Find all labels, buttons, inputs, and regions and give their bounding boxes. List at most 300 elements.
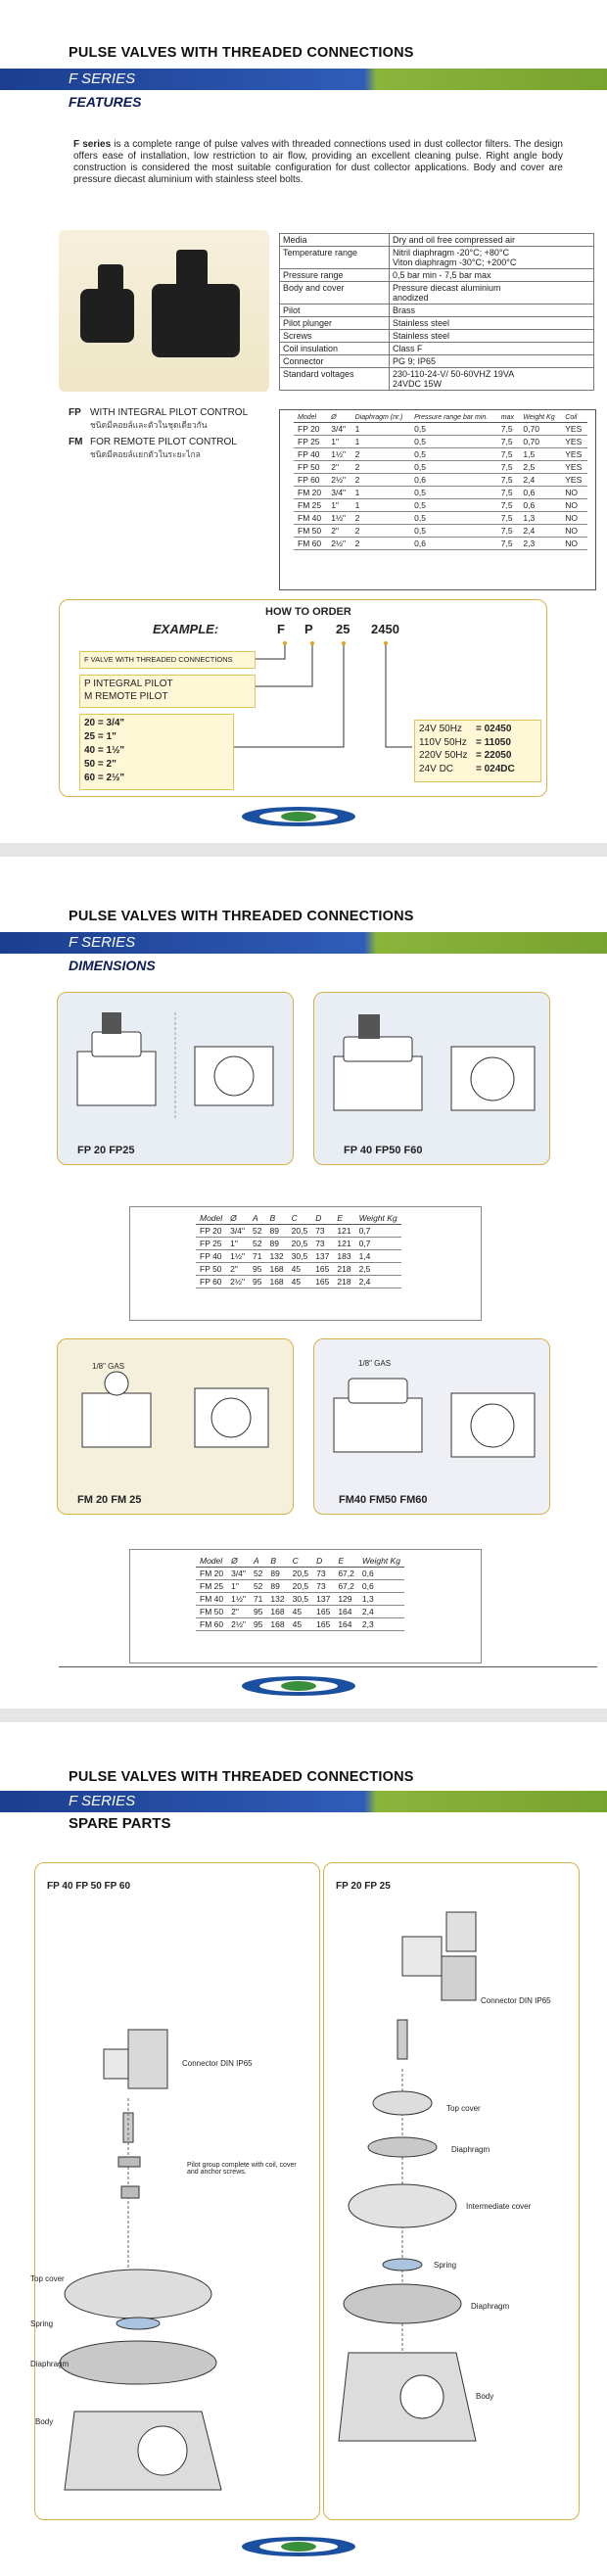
models-row xyxy=(294,499,587,512)
models-cell: YES xyxy=(561,436,587,448)
voltage-value: 220V 50Hz xyxy=(419,750,468,761)
dims-cell: 30,5 xyxy=(288,1250,312,1263)
dims-cell: 2½" xyxy=(227,1618,250,1631)
left-panel-title: FP 40 FP 50 FP 60 xyxy=(47,1881,131,1892)
dims-cell: 2" xyxy=(226,1263,249,1276)
example-part: P xyxy=(304,622,313,636)
dims-cell: 73 xyxy=(311,1225,333,1238)
dims-cell: 121 xyxy=(333,1225,354,1238)
spare-parts-left-panel xyxy=(30,1862,320,2520)
spec-value: Dry and oil free compressed air xyxy=(390,234,594,247)
dims-header-cell: B xyxy=(266,1555,288,1568)
legend-fp-thai: ชนิดมีคอยล์และตัวในชุดเดียวกัน xyxy=(90,420,208,430)
models-cell: FM 50 xyxy=(294,525,327,538)
models-cell: 7,5 xyxy=(497,474,520,487)
spec-key: Connector xyxy=(280,355,390,368)
models-cell: 2½" xyxy=(327,474,350,487)
models-cell: FP 40 xyxy=(294,448,327,461)
how-to-order-box xyxy=(59,599,547,797)
models-header-cell: Ø xyxy=(327,413,350,423)
models-row xyxy=(294,436,587,448)
models-cell: FP 25 xyxy=(294,436,327,448)
models-cell: 0,6 xyxy=(410,538,497,550)
dims-cell: 1" xyxy=(226,1238,249,1250)
order-m-text: M REMOTE PILOT xyxy=(84,691,168,702)
dims-cell: 1,4 xyxy=(355,1250,401,1263)
dims-header-cell: A xyxy=(250,1555,266,1568)
models-header-cell: Pressure range bar min. xyxy=(410,413,497,423)
dims-cell: 165 xyxy=(312,1618,334,1631)
dims-cell: 95 xyxy=(250,1606,266,1618)
legend-fp-code: FP xyxy=(69,407,81,418)
gas-label: 1/8" GAS xyxy=(92,1362,125,1371)
dims-header-cell: Ø xyxy=(226,1212,249,1225)
spec-value: Stainless steel xyxy=(390,317,594,330)
models-cell: 0,6 xyxy=(410,474,497,487)
exploded-view-left xyxy=(35,1863,319,2519)
spec-key: Media xyxy=(280,234,390,247)
spec-row xyxy=(280,343,594,355)
models-cell: 0,5 xyxy=(410,448,497,461)
dims-header-cell: B xyxy=(265,1212,287,1225)
models-header-cell: Weight Kg xyxy=(519,413,561,423)
dims-header-cell: C xyxy=(289,1555,313,1568)
models-cell: 0,70 xyxy=(519,423,561,436)
models-cell: 1" xyxy=(327,499,350,512)
models-cell: 0,5 xyxy=(410,512,497,525)
models-cell: 2" xyxy=(327,461,350,474)
dims-header-cell: Model xyxy=(196,1555,227,1568)
valve-small-coil-image xyxy=(98,264,123,294)
page-dimensions xyxy=(0,864,607,1706)
series-band xyxy=(0,69,607,90)
models-cell: 0,5 xyxy=(410,525,497,538)
models-cell: 1 xyxy=(351,499,411,512)
dims-cell: 89 xyxy=(265,1225,287,1238)
dims-cell: 95 xyxy=(249,1263,265,1276)
size-option: 60 = 2½" xyxy=(84,773,125,783)
dims-cell: 0,7 xyxy=(355,1225,401,1238)
models-cell: NO xyxy=(561,499,587,512)
dims-cell: 165 xyxy=(312,1606,334,1618)
dims-cell: 95 xyxy=(250,1618,266,1631)
page-spare-parts xyxy=(0,1729,607,2576)
dims-cell: 165 xyxy=(311,1276,333,1288)
dims-header-cell: Weight Kg xyxy=(358,1555,404,1568)
dims-cell: FM 20 xyxy=(196,1568,227,1580)
logo-graphic xyxy=(240,805,357,828)
models-cell: FM 20 xyxy=(294,487,327,499)
dims-cell: 168 xyxy=(265,1263,287,1276)
models-row xyxy=(294,461,587,474)
models-cell: 1" xyxy=(327,436,350,448)
spec-key: Pilot plunger xyxy=(280,317,390,330)
models-header-cell: Coil xyxy=(561,413,587,423)
dims-cell: 2,3 xyxy=(358,1618,404,1631)
voltage-code: = 024DC xyxy=(476,763,515,774)
dims-row xyxy=(196,1276,401,1288)
dims-cell: 67,2 xyxy=(334,1580,358,1593)
series-label: F SERIES xyxy=(69,70,136,87)
dims-cell: 52 xyxy=(249,1225,265,1238)
valve-large-image xyxy=(152,284,240,357)
dims-cell: 2,4 xyxy=(358,1606,404,1618)
exploded-view-right xyxy=(324,1863,579,2519)
legend-fm-text: FOR REMOTE PILOT CONTROL xyxy=(90,437,237,447)
dims-cell: 73 xyxy=(312,1568,334,1580)
order-p-text: P INTEGRAL PILOT xyxy=(84,679,173,689)
dims-cell: 52 xyxy=(250,1568,266,1580)
dims-cell: 1" xyxy=(227,1580,250,1593)
models-cell: 2 xyxy=(351,448,411,461)
label-diaphragm: Diaphragm xyxy=(451,2145,490,2154)
dims-header-row xyxy=(196,1555,404,1568)
dims-header-row xyxy=(196,1212,401,1225)
label-top-cover: Top cover xyxy=(446,2104,481,2113)
models-cell: 1½" xyxy=(327,512,350,525)
models-cell: 3/4" xyxy=(327,423,350,436)
dims-cell: 2" xyxy=(227,1606,250,1618)
dims-header-cell: Weight Kg xyxy=(355,1212,401,1225)
dims-cell: 1½" xyxy=(226,1250,249,1263)
legend-fm xyxy=(69,437,237,461)
models-cell: 1 xyxy=(351,487,411,499)
divider-line xyxy=(59,1666,597,1667)
spec-key: Coil insulation xyxy=(280,343,390,355)
dims-cell: 73 xyxy=(312,1580,334,1593)
dims-row xyxy=(196,1225,401,1238)
valve-drawing xyxy=(58,993,293,1140)
dims-cell: FP 60 xyxy=(196,1276,226,1288)
dims-cell: FP 40 xyxy=(196,1250,226,1263)
dims-row xyxy=(196,1250,401,1263)
models-cell: 0,5 xyxy=(410,423,497,436)
dims-cell: 3/4" xyxy=(227,1568,250,1580)
dims-cell: 1½" xyxy=(227,1593,250,1606)
voltage-code: = 22050 xyxy=(476,750,512,761)
voltage-option xyxy=(419,749,537,763)
spec-row xyxy=(280,368,594,391)
spec-value: Nitril diaphragm -20°C; +80°C Viton diaphragm -30°C; +200°C xyxy=(390,247,594,269)
dims-cell: 1,3 xyxy=(358,1593,404,1606)
valve-small-image xyxy=(80,289,134,343)
label-body: Body xyxy=(35,2417,54,2426)
spec-value: 0,5 bar min - 7,5 bar max xyxy=(390,269,594,282)
dims-cell: 95 xyxy=(249,1276,265,1288)
models-cell: FM 40 xyxy=(294,512,327,525)
spec-value: Stainless steel xyxy=(390,330,594,343)
models-cell: 1 xyxy=(351,423,411,436)
label-spring: Spring xyxy=(434,2261,457,2270)
voltage-option xyxy=(419,763,537,776)
order-f-box xyxy=(79,651,256,669)
spec-row xyxy=(280,330,594,343)
voltage-value: 24V DC xyxy=(419,763,454,774)
dims-cell: 45 xyxy=(288,1276,312,1288)
models-cell: FM 25 xyxy=(294,499,327,512)
spec-key: Temperature range xyxy=(280,247,390,269)
dims-header-cell: D xyxy=(311,1212,333,1225)
example-part: 25 xyxy=(336,622,350,636)
drawing-fm40-fm60 xyxy=(313,1338,550,1515)
spec-row xyxy=(280,282,594,304)
models-cell: 7,5 xyxy=(497,499,520,512)
size-option: 40 = 1½" xyxy=(84,745,125,756)
dims-cell: 137 xyxy=(312,1593,334,1606)
models-row xyxy=(294,448,587,461)
label-diaphragm-lower: Diaphragm xyxy=(471,2302,510,2311)
dims-cell: 20,5 xyxy=(289,1580,313,1593)
models-row xyxy=(294,487,587,499)
logo-graphic xyxy=(240,1674,357,1698)
spec-value: PG 9; IP65 xyxy=(390,355,594,368)
label-body: Body xyxy=(476,2392,494,2401)
spec-value: Brass xyxy=(390,304,594,317)
voltage-value: 110V 50Hz xyxy=(419,736,467,748)
models-table xyxy=(294,413,587,550)
models-cell: 7,5 xyxy=(497,461,520,474)
spec-key: Body and cover xyxy=(280,282,390,304)
dims-cell: 0,7 xyxy=(355,1238,401,1250)
voltage-value: 24V 50Hz xyxy=(419,724,462,734)
spec-row xyxy=(280,247,594,269)
dims-cell: 30,5 xyxy=(289,1593,313,1606)
dims-cell: 71 xyxy=(250,1593,266,1606)
models-cell: NO xyxy=(561,525,587,538)
dims-row xyxy=(196,1580,404,1593)
dims-cell: 3/4" xyxy=(226,1225,249,1238)
product-photo xyxy=(59,230,269,392)
models-header-cell: max xyxy=(497,413,520,423)
dims-cell: 73 xyxy=(311,1238,333,1250)
example-label: EXAMPLE: xyxy=(153,622,219,636)
voltage-code: = 02450 xyxy=(476,724,512,734)
size-option: 50 = 2" xyxy=(84,759,117,770)
models-cell: 0,6 xyxy=(519,499,561,512)
page-title: PULSE VALVES WITH THREADED CONNECTIONS xyxy=(69,45,414,61)
dims-cell: 168 xyxy=(266,1618,288,1631)
models-cell: 2" xyxy=(327,525,350,538)
models-cell: 1 xyxy=(351,436,411,448)
spec-table xyxy=(279,233,594,391)
models-cell: 2 xyxy=(351,512,411,525)
section-subtitle: DIMENSIONS xyxy=(69,958,156,973)
models-cell: 2 xyxy=(351,538,411,550)
models-cell: 0,70 xyxy=(519,436,561,448)
models-cell: YES xyxy=(561,474,587,487)
spare-parts-right-panel xyxy=(323,1862,580,2520)
dims-cell: 132 xyxy=(266,1593,288,1606)
voltage-code: = 11050 xyxy=(476,736,511,748)
size-option: 20 = 3/4" xyxy=(84,718,125,728)
models-cell: 2½" xyxy=(327,538,350,550)
order-title: HOW TO ORDER xyxy=(265,606,351,618)
models-cell: NO xyxy=(561,538,587,550)
dims-cell: 20,5 xyxy=(288,1225,312,1238)
company-logo xyxy=(240,805,357,828)
dims-cell: FP 50 xyxy=(196,1263,226,1276)
models-cell: 7,5 xyxy=(497,538,520,550)
label-top-cover: Top cover xyxy=(30,2274,65,2283)
models-row xyxy=(294,474,587,487)
dims-fp-table xyxy=(196,1212,401,1288)
dims-header-cell: E xyxy=(334,1555,358,1568)
dims-cell: FP 25 xyxy=(196,1238,226,1250)
models-cell: 7,5 xyxy=(497,525,520,538)
dims-cell: 20,5 xyxy=(289,1568,313,1580)
dims-cell: 45 xyxy=(288,1263,312,1276)
spec-row xyxy=(280,355,594,368)
dims-cell: 45 xyxy=(289,1606,313,1618)
example-part: 2450 xyxy=(371,622,399,636)
models-cell: 2,4 xyxy=(519,474,561,487)
spec-key: Pilot xyxy=(280,304,390,317)
series-band xyxy=(0,1791,607,1812)
page-separator xyxy=(0,1709,607,1722)
drawing-fm20-fm25 xyxy=(57,1338,294,1515)
size-option: 25 = 1" xyxy=(84,731,117,742)
order-size-box xyxy=(79,714,234,790)
page-features xyxy=(0,0,607,837)
models-cell: 7,5 xyxy=(497,487,520,499)
models-cell: FP 20 xyxy=(294,423,327,436)
dims-cell: 2½" xyxy=(226,1276,249,1288)
caption-fp20-fp25: FP 20 FP25 xyxy=(77,1145,135,1156)
dims-cell: 52 xyxy=(250,1580,266,1593)
page-separator xyxy=(0,843,607,857)
dims-cell: 137 xyxy=(311,1250,333,1263)
label-connector: Connector DIN IP65 xyxy=(481,1996,551,2005)
label-intermediate-cover: Intermediate cover xyxy=(466,2202,532,2211)
page-title: PULSE VALVES WITH THREADED CONNECTIONS xyxy=(69,909,414,924)
order-pm-box xyxy=(79,675,256,708)
models-cell: 1½" xyxy=(327,448,350,461)
spec-row xyxy=(280,269,594,282)
dims-row xyxy=(196,1606,404,1618)
models-header-cell: Model xyxy=(294,413,327,423)
caption-fp40-fp60: FP 40 FP50 F60 xyxy=(344,1145,423,1156)
models-header-row xyxy=(294,413,587,423)
spec-key: Screws xyxy=(280,330,390,343)
dims-header-cell: D xyxy=(312,1555,334,1568)
models-cell: 2,3 xyxy=(519,538,561,550)
models-cell: YES xyxy=(561,448,587,461)
models-cell: YES xyxy=(561,461,587,474)
series-label: F SERIES xyxy=(69,934,136,951)
models-cell: 7,5 xyxy=(497,448,520,461)
section-subtitle: FEATURES xyxy=(69,94,142,110)
models-cell: 0,6 xyxy=(519,487,561,499)
legend-fm-thai: ชนิดมีคอยล์แยกตัวในระยะไกล xyxy=(90,449,201,459)
models-cell: 0,5 xyxy=(410,499,497,512)
models-cell: FP 60 xyxy=(294,474,327,487)
dims-fm-table xyxy=(196,1555,404,1631)
valve-drawing xyxy=(314,1339,549,1486)
dims-cell: FM 40 xyxy=(196,1593,227,1606)
models-cell: 0,5 xyxy=(410,461,497,474)
models-cell: 2 xyxy=(351,525,411,538)
label-diaphragm: Diaphragm xyxy=(30,2360,70,2368)
models-cell: FM 60 xyxy=(294,538,327,550)
spec-key: Pressure range xyxy=(280,269,390,282)
models-cell: 1,5 xyxy=(519,448,561,461)
caption-fm20-fm25: FM 20 FM 25 xyxy=(77,1494,142,1506)
dims-cell: 218 xyxy=(333,1276,354,1288)
dims-row xyxy=(196,1263,401,1276)
dims-cell: 52 xyxy=(249,1238,265,1250)
dims-cell: 164 xyxy=(334,1618,358,1631)
dims-cell: FP 20 xyxy=(196,1225,226,1238)
models-cell: 7,5 xyxy=(497,512,520,525)
spec-value: Pressure diecast aluminium anodized xyxy=(390,282,594,304)
order-f-text: F VALVE WITH THREADED CONNECTIONS xyxy=(84,655,233,664)
dims-cell: 71 xyxy=(249,1250,265,1263)
company-logo xyxy=(240,1674,357,1698)
dims-cell: FM 50 xyxy=(196,1606,227,1618)
dims-cell: 129 xyxy=(334,1593,358,1606)
caption-fm40-fm60: FM40 FM50 FM60 xyxy=(339,1494,428,1506)
label-spring: Spring xyxy=(30,2319,54,2328)
page-title: PULSE VALVES WITH THREADED CONNECTIONS xyxy=(69,1769,414,1785)
models-row xyxy=(294,538,587,550)
intro-paragraph xyxy=(73,139,563,186)
dims-cell: FM 60 xyxy=(196,1618,227,1631)
dims-cell: FM 25 xyxy=(196,1580,227,1593)
dims-header-cell: Model xyxy=(196,1212,226,1225)
models-cell: 2,4 xyxy=(519,525,561,538)
dims-cell: 183 xyxy=(333,1250,354,1263)
dims-cell: 45 xyxy=(289,1618,313,1631)
spec-row xyxy=(280,304,594,317)
dims-cell: 2,4 xyxy=(355,1276,401,1288)
models-cell: 3/4" xyxy=(327,487,350,499)
dims-cell: 218 xyxy=(333,1263,354,1276)
dims-header-cell: E xyxy=(333,1212,354,1225)
intro-text: is a complete range of pulse valves with threaded connections used in dust collector filters. The design offers ease of installation, low restriction to air flow, providing an excellent cleaning pulse. Right angle body construction is considered the most suitable configuration for dust collector applications. Body and cover are pressure diecast aluminium with stainless steel bolts. xyxy=(73,139,563,185)
dims-header-cell: Ø xyxy=(227,1555,250,1568)
dims-cell: 168 xyxy=(265,1276,287,1288)
models-header-cell: Diaphragm (nr.) xyxy=(351,413,411,423)
models-cell: 1,3 xyxy=(519,512,561,525)
dims-cell: 121 xyxy=(333,1238,354,1250)
dims-cell: 0,6 xyxy=(358,1568,404,1580)
drawing-fp20-fp25 xyxy=(57,992,294,1165)
spec-value: 230-110-24-V/ 50-60VHZ 19VA 24VDC 15W xyxy=(390,368,594,391)
models-cell: 0,5 xyxy=(410,436,497,448)
voltage-option xyxy=(419,723,537,736)
models-cell: FP 50 xyxy=(294,461,327,474)
valve-drawing xyxy=(314,993,549,1140)
spec-row xyxy=(280,234,594,247)
gas-label: 1/8" GAS xyxy=(358,1359,392,1368)
models-cell: NO xyxy=(561,512,587,525)
company-logo xyxy=(240,2535,357,2558)
legend-fm-code: FM xyxy=(69,437,83,447)
dims-cell: 2,5 xyxy=(355,1263,401,1276)
section-subtitle: SPARE PARTS xyxy=(69,1815,171,1832)
models-cell: YES xyxy=(561,423,587,436)
dims-cell: 89 xyxy=(266,1580,288,1593)
models-cell: 2,5 xyxy=(519,461,561,474)
dims-header-cell: C xyxy=(288,1212,312,1225)
models-row xyxy=(294,512,587,525)
dims-cell: 20,5 xyxy=(288,1238,312,1250)
order-voltage-box xyxy=(414,720,541,782)
dims-cell: 164 xyxy=(334,1606,358,1618)
label-pilot-group: Pilot group complete with coil, cover and anchor screws. xyxy=(187,2162,297,2176)
dims-cell: 89 xyxy=(265,1238,287,1250)
models-cell: 0,5 xyxy=(410,487,497,499)
